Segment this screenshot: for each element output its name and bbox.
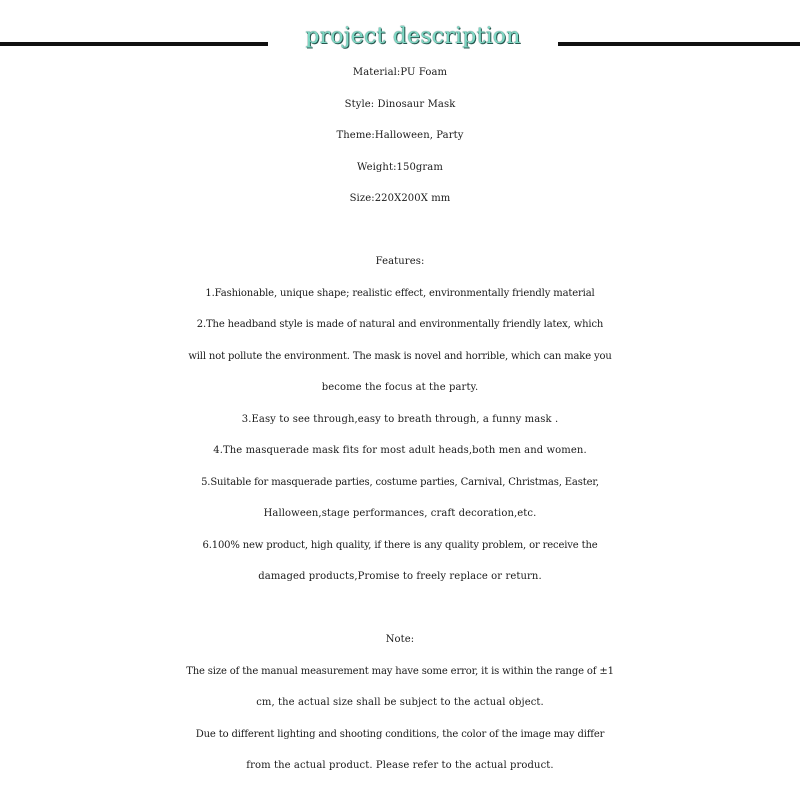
section-header — [0, 22, 800, 62]
spec-weight: Weight:150gram — [357, 161, 443, 173]
section-title: project description — [305, 24, 521, 49]
feature-line: Halloween,stage performances, craft decoration,etc. — [263, 508, 537, 519]
feature-line: 3.Easy to see through,easy to breath through, a funny mask . — [241, 413, 559, 425]
feature-line: 5.Suitable for masquerade parties, costume parties, Carnival, Christmas, Easter, — [201, 476, 599, 488]
spacer — [0, 593, 800, 625]
note-line: from the actual product. Please refer to the actual product. — [246, 760, 554, 771]
description-body — [0, 57, 800, 782]
note-line: Due to different lighting and shooting conditions, the color of the image may differ — [195, 728, 605, 740]
spec-style: Style: Dinosaur Mask — [344, 98, 456, 110]
feature-line: 1.Fashionable, unique shape; realistic effect, environmentally friendly material — [205, 287, 595, 299]
feature-line: 2.The headband style is made of natural and environmentally friendly latex, which — [196, 319, 604, 330]
spec-theme: Theme:Halloween, Party — [336, 130, 464, 141]
spec-size: Size:220X200X mm — [349, 193, 451, 204]
spacer — [0, 215, 800, 247]
note-heading: Note: — [385, 634, 415, 645]
feature-line: become the focus at the party. — [321, 382, 479, 393]
header-rule-right — [558, 42, 800, 46]
note-line: The size of the manual measurement may have some error, it is within the range of ±1 — [186, 665, 614, 677]
spec-material: Material:PU Foam — [352, 67, 448, 78]
note-line: cm, the actual size shall be subject to the actual object. — [256, 697, 544, 708]
feature-line: 6.100% new product, high quality, if there is any quality problem, or receive the — [202, 539, 598, 551]
feature-line: will not pollute the environment. The mask is novel and horrible, which can make you — [188, 350, 612, 362]
features-heading: Features: — [375, 256, 425, 267]
feature-line: damaged products,Promise to freely replace or return. — [258, 571, 542, 582]
feature-line: 4.The masquerade mask fits for most adult heads,both men and women. — [213, 445, 587, 456]
header-rule-left — [0, 42, 268, 46]
